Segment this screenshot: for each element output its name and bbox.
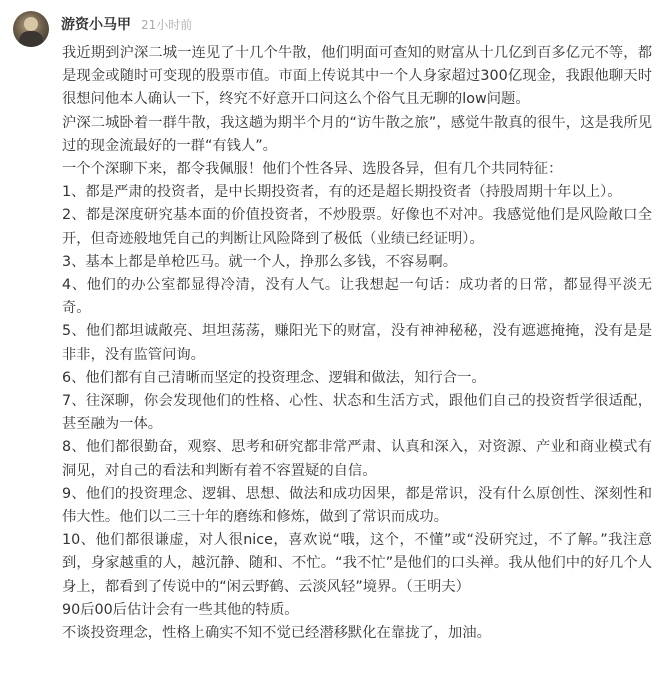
paragraph: 一个个深聊下来，都令我佩服！他们个性各异、选股各异，但有几个共同特征： [62, 161, 563, 178]
avatar-body-shape [19, 31, 43, 47]
list-item: 8、他们都很勤奋，观察、思考和研究都非常严肃、认真和深入，对资源、产业和商业模式有洞见，对自己的看法和判断有着不容置疑的自信。 [62, 439, 652, 479]
list-item: 4、他们的办公室都显得冷清，没有人气。让我想起一句话：成功者的日常，都显得平淡无奇。 [62, 277, 652, 317]
list-item: 9、他们的投资理念、逻辑、思想、做法和成功因果，都是常识，没有什么原创性、深刻性和伟大性。他们以二三十年的磨练和修炼，做到了常识而成功。 [62, 485, 652, 526]
post-body [62, 42, 652, 645]
list-item: 10、他们都很谦虚，对人很nice，喜欢说“哦，这个，不懂”或“没研究过，不了解。”我注意到，身家越重的人，越沉静、随和、不忙。“我不忙”是他们的口头禅。我从他们中的好几个人身上，都看到了传说中的“闲云野鹤、云淡风轻”境界。（王明夫） [62, 532, 652, 595]
list-item: 7、往深聊，你会发现他们的性格、心性、状态和生活方式，跟他们自己的投资哲学很适配，甚至融为一体。 [62, 393, 652, 433]
author-avatar[interactable] [13, 11, 49, 47]
paragraph: 不谈投资理念，性格上确实不知不觉已经潜移默化在靠拢了，加油。 [62, 625, 491, 642]
post-header [61, 13, 192, 35]
paragraph: 沪深二城卧着一群牛散，我这趟为期半个月的“访牛散之旅”，感觉牛散真的很牛，这是我所见过的现金流最好的一群“有钱人”。 [62, 114, 652, 154]
list-item: 5、他们都坦诚敞亮、坦坦荡荡，赚阳光下的财富，没有神神秘秘，没有遮遮掩掩，没有是是非非，没有监管问询。 [62, 323, 652, 363]
list-item: 3、基本上都是单枪匹马。就一个人，挣那么多钱，不容易啊。 [62, 253, 458, 270]
avatar-head-shape [24, 17, 38, 31]
list-item: 1、都是严肃的投资者，是中长期投资者，有的还是超长期投资者（持股周期十年以上）。 [62, 184, 622, 201]
paragraph: 我近期到沪深二城一连见了十几个牛散，他们明面可查知的财富从十几亿到百多亿元不等，都是现金或随时可变现的股票市值。市面上传说其中一个人身家超过300亿现金，我跟他聊天时很想问他本人确认一下，终究不好意开口问这么个俗气且无聊的low问题。 [62, 45, 652, 108]
list-item: 2、都是深度研究基本面的价值投资者，不炒股票。好像也不对冲。我感觉他们是风险敞口全开，但奇迹般地凭自己的判断让风险降到了极低（业绩已经证明）。 [62, 207, 652, 247]
post-timestamp: 21小时前 [141, 17, 193, 32]
paragraph: 90后00后估计会有一些其他的特质。 [62, 601, 299, 618]
author-name[interactable]: 游资小马甲 [61, 17, 131, 33]
list-item: 6、他们都有自己清晰而坚定的投资理念、逻辑和做法，知行合一。 [62, 369, 486, 386]
